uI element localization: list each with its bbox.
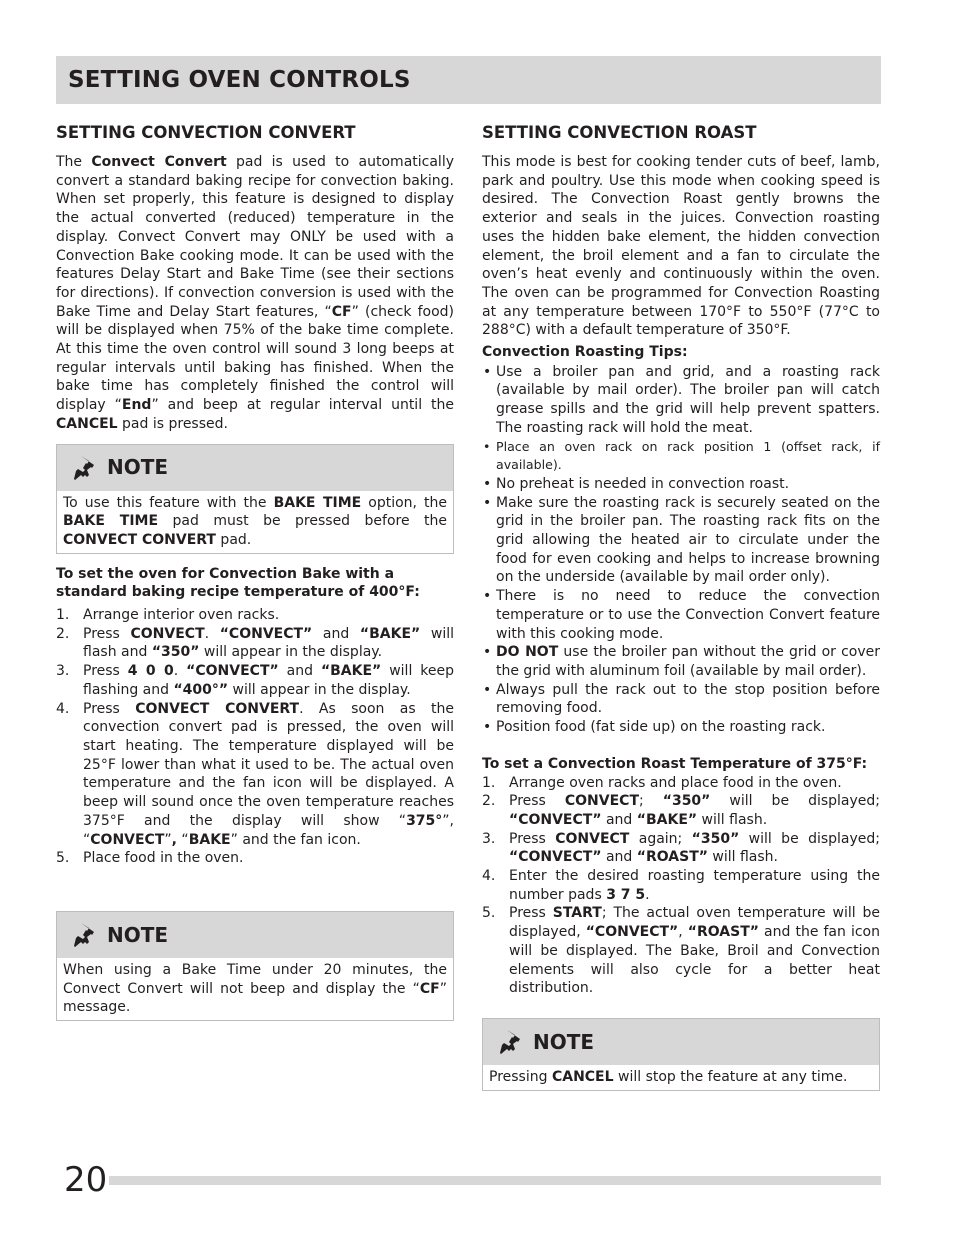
- text-run: Position food (fat side up) on the roasting rack.: [496, 719, 826, 736]
- note-box-bake-time-under-20: [56, 911, 454, 1021]
- tip-item: [482, 363, 880, 438]
- text-run: Place food in the oven.: [83, 850, 244, 867]
- text-run: Press: [83, 625, 131, 642]
- text-run: ”, “: [83, 812, 454, 848]
- bold-text: 4 0 0: [127, 663, 174, 680]
- text-run: will flash.: [697, 811, 768, 828]
- bullet-icon: •: [483, 588, 492, 605]
- text-run: will keep flashing and: [83, 663, 454, 698]
- bold-text: CONVECT CONVERT: [135, 700, 300, 717]
- page-title: SETTING OVEN CONTROLS: [68, 67, 411, 93]
- text-run: pad is pressed.: [117, 415, 228, 432]
- text-run: Press: [83, 700, 136, 717]
- note-label: NOTE: [533, 1029, 595, 1054]
- text-run: will be displayed;: [710, 793, 881, 810]
- text-run: ;: [639, 793, 663, 810]
- text-run: .: [173, 663, 187, 680]
- page-number: 20: [64, 1160, 108, 1200]
- text-run: ”: [164, 831, 172, 848]
- text-run: will stop the feature at any time.: [613, 1068, 848, 1085]
- step-number: 4.: [482, 868, 496, 885]
- text-run: . As soon as the convection convert pad is pressed, the oven will start heating. The temperature displayed will be 25°F lower than what it used to be. The actual oven temperature and the fan icon will be displayed. A beep will sound once the oven temperature reaches 375°F and the display will show “: [83, 700, 454, 829]
- convection-roast-section: [482, 122, 880, 1091]
- convection-roast-heading: SETTING CONVECTION ROAST: [482, 123, 757, 142]
- tip-item: [482, 681, 880, 718]
- step-item: [482, 792, 880, 829]
- text-run: and: [601, 811, 637, 828]
- step-item: [482, 904, 880, 998]
- text-run: and: [601, 849, 637, 866]
- bold-text: Convect Convert: [91, 154, 227, 170]
- text-run: Use a broiler pan and grid, and a roasting rack (available by mail order). The broiler pan will catch grease spills and the grid will help prevent spatters. The roasting rack will hold the meat.: [496, 363, 880, 436]
- text-run: Arrange interior oven racks.: [83, 607, 280, 624]
- bold-text: “400°”: [173, 681, 229, 698]
- convection-roast-intro: This mode is best for cooking tender cuts of beef, lamb, park and poultry. Use this mode when cooking speed is desired. The Convection Roast gently browns the exterior and seals in the juices. Convection roasting uses the hidden bake element, the hidden convection element, the broil element and a fan to circulate the oven’s heat evenly and continuously within the oven. The oven can be programmed for Convection Roasting at any temperature between 170°F to 550°F (77°C to 288°C) with a default temperature of 350°F.: [482, 154, 880, 339]
- step-item: [482, 774, 880, 793]
- tip-item: [482, 643, 880, 680]
- text-run: will flash and: [83, 625, 455, 661]
- text-run: To use this feature with the: [63, 494, 274, 511]
- text-run: and: [312, 625, 360, 642]
- convection-roast-steps-title: To set a Convection Roast Temperature of 375°F:: [482, 755, 868, 772]
- bold-text: “BAKE”: [320, 663, 382, 680]
- step-number: 3.: [56, 663, 70, 680]
- text-run: .: [204, 625, 220, 642]
- roasting-tips-list: [482, 363, 880, 737]
- bold-text: BAKE TIME: [63, 513, 159, 530]
- bold-text: CONVECT: [90, 831, 165, 848]
- text-run: Press: [509, 905, 553, 922]
- text-run: Enter the desired roasting temperature using the number pads: [509, 868, 880, 903]
- text-run: There is no need to reduce the convection temperature or to use the Convection Convert feature with this cooking mode.: [496, 588, 880, 642]
- text-run: ” and beep at regular interval until the: [151, 397, 454, 414]
- bold-text: “CONVECT”: [219, 625, 313, 642]
- text-run: will appear in the display.: [199, 644, 383, 661]
- bold-text: 375°: [406, 812, 443, 829]
- bold-text: CF: [419, 980, 440, 997]
- bold-text: CONVECT: [564, 793, 639, 810]
- bold-text: CF: [331, 303, 352, 320]
- convection-convert-heading: SETTING CONVECTION CONVERT: [56, 123, 356, 142]
- bullet-icon: •: [483, 438, 491, 454]
- note-header: [57, 912, 453, 958]
- bold-text: CANCEL: [551, 1068, 614, 1085]
- step-number: 5.: [482, 905, 496, 922]
- step-item: [56, 849, 454, 868]
- tip-item: [482, 475, 880, 494]
- text-run: Always pull the rack out to the stop position before removing food.: [496, 681, 880, 717]
- bold-text: “BAKE”: [359, 625, 421, 642]
- text-run: ” (check food) will be displayed when 75% of the bake time complete. At this time the oven control will sound 3 long beeps at regular intervals until baking has finished. When the bake time has completely finished the control will display “: [56, 303, 454, 414]
- text-run: ” message.: [63, 980, 447, 1016]
- bold-text: BAKE TIME: [273, 494, 362, 511]
- bold-text: DO NOT: [496, 644, 559, 661]
- bold-text: BAKE: [188, 831, 231, 848]
- convection-bake-steps: [56, 606, 454, 868]
- note-label: NOTE: [107, 455, 169, 480]
- bold-text: “CONVECT”: [585, 924, 679, 941]
- title-bar: [56, 56, 881, 104]
- text-run: ” and the fan icon.: [230, 831, 361, 848]
- footer-bar: [103, 1176, 881, 1185]
- text-run: pad is used to automatically convert a standard baking recipe for convection baking. When set properly, this feature is designed to display the actual converted (reduced) temperature in the display. Convect Convert may ONLY be used with a Convection Bake cooking mode. It can be used with the features Delay Start and Bake Time (see their sections for directions). If convection conversion is used with the Bake Time and Delay Start features, “: [56, 154, 454, 320]
- bullet-icon: •: [483, 475, 492, 492]
- step-item: [56, 625, 454, 662]
- bullet-icon: •: [483, 719, 492, 736]
- bullet-icon: •: [483, 644, 492, 661]
- bold-text: “350”: [151, 644, 200, 661]
- step-item: [56, 662, 454, 699]
- note-text: [57, 491, 453, 553]
- pushpin-icon: [499, 1029, 521, 1055]
- step-number: 5.: [56, 850, 70, 867]
- bold-text: “350”: [662, 793, 711, 810]
- bold-text: “CONVECT”: [509, 811, 602, 828]
- tip-item: [482, 718, 880, 737]
- step-item: [482, 867, 880, 904]
- note-text: [57, 958, 453, 1020]
- text-run: pad must be pressed before the: [158, 513, 448, 530]
- note-header: [57, 445, 453, 491]
- bold-text: “350”: [691, 830, 740, 847]
- bold-text: “BAKE”: [636, 811, 698, 828]
- note-text: [483, 1065, 879, 1090]
- bold-text: End: [121, 397, 152, 414]
- bold-text: 3 7 5: [606, 886, 646, 903]
- text-run: option, the: [361, 494, 447, 511]
- tip-item: [482, 587, 880, 643]
- text-run: Pressing: [489, 1068, 552, 1085]
- step-number: 2.: [56, 625, 70, 642]
- text-run: Arrange oven racks and place food in the oven.: [509, 774, 842, 791]
- convection-roast-steps: [482, 774, 880, 998]
- text-run: When using a Bake Time under 20 minutes, the Convect Convert will not beep and display the “: [63, 961, 447, 997]
- text-run: and: [278, 663, 321, 680]
- text-run: The: [56, 154, 92, 170]
- text-run: will flash.: [707, 849, 779, 866]
- text-run: Press: [83, 663, 128, 680]
- bold-text: “CONVECT”: [509, 849, 602, 866]
- step-number: 3.: [482, 830, 496, 847]
- roasting-tips-title: Convection Roasting Tips:: [482, 344, 688, 361]
- step-number: 1.: [56, 607, 70, 624]
- text-run: Press: [509, 793, 565, 810]
- text-run: will be displayed;: [739, 830, 880, 847]
- bullet-icon: •: [483, 494, 492, 511]
- text-run: ; The actual oven temperature will be displayed,: [509, 905, 881, 941]
- text-run: will appear in the display.: [228, 681, 411, 698]
- bold-text: START: [552, 905, 602, 922]
- pushpin-icon: [73, 922, 95, 948]
- bold-text: “ROAST”: [636, 849, 708, 866]
- text-run: .: [645, 886, 650, 903]
- text-run: again;: [629, 830, 692, 847]
- tip-item: [482, 438, 880, 475]
- bullet-icon: •: [483, 363, 492, 380]
- text-run: Place an oven rack on rack position 1 (offset rack, if available).: [496, 438, 880, 473]
- bold-text: ,: [171, 831, 177, 848]
- step-number: 4.: [56, 700, 70, 717]
- note-header: [483, 1019, 879, 1065]
- bold-text: “ROAST”: [687, 924, 759, 941]
- step-item: [482, 830, 880, 867]
- text-run: use the broiler pan without the grid or cover the grid with aluminum foil (available by mail order).: [496, 644, 880, 679]
- convection-convert-section: [56, 122, 454, 1021]
- convection-convert-intro: [56, 153, 454, 434]
- tip-item: [482, 494, 880, 588]
- bold-text: CONVECT: [130, 625, 205, 642]
- text-run: No preheat is needed in convection roast.: [496, 475, 790, 492]
- text-run: and the fan icon will be displayed. The Bake, Broil and Convection elements will also cycle for a better heat distribution.: [509, 924, 880, 997]
- text-run: ,: [678, 924, 688, 941]
- text-run: pad.: [215, 531, 252, 548]
- step-item: [56, 606, 454, 625]
- text-run: “: [176, 831, 189, 848]
- note-box-bake-time: [56, 444, 454, 554]
- bold-text: “CONVECT”: [186, 663, 279, 680]
- pushpin-icon: [73, 455, 95, 481]
- bold-text: CONVECT: [555, 830, 630, 847]
- bold-text: CANCEL: [56, 415, 118, 432]
- step-item: [56, 700, 454, 850]
- bullet-icon: •: [483, 681, 492, 698]
- step-number: 1.: [482, 774, 496, 791]
- bold-text: CONVECT CONVERT: [63, 531, 216, 548]
- note-label: NOTE: [107, 922, 169, 947]
- text-run: Press: [509, 830, 556, 847]
- text-run: Make sure the roasting rack is securely seated on the grid in the broiler pan. The roasting rack fits on the grid allowing the heated air to circulate under the food for even cooking and helps to increase browning on the underside (available by mail order only).: [496, 494, 880, 586]
- note-box-cancel: [482, 1018, 880, 1091]
- convection-bake-steps-title: To set the oven for Convection Bake with a standard baking recipe temperature of 400°F:: [56, 565, 420, 601]
- step-number: 2.: [482, 793, 496, 810]
